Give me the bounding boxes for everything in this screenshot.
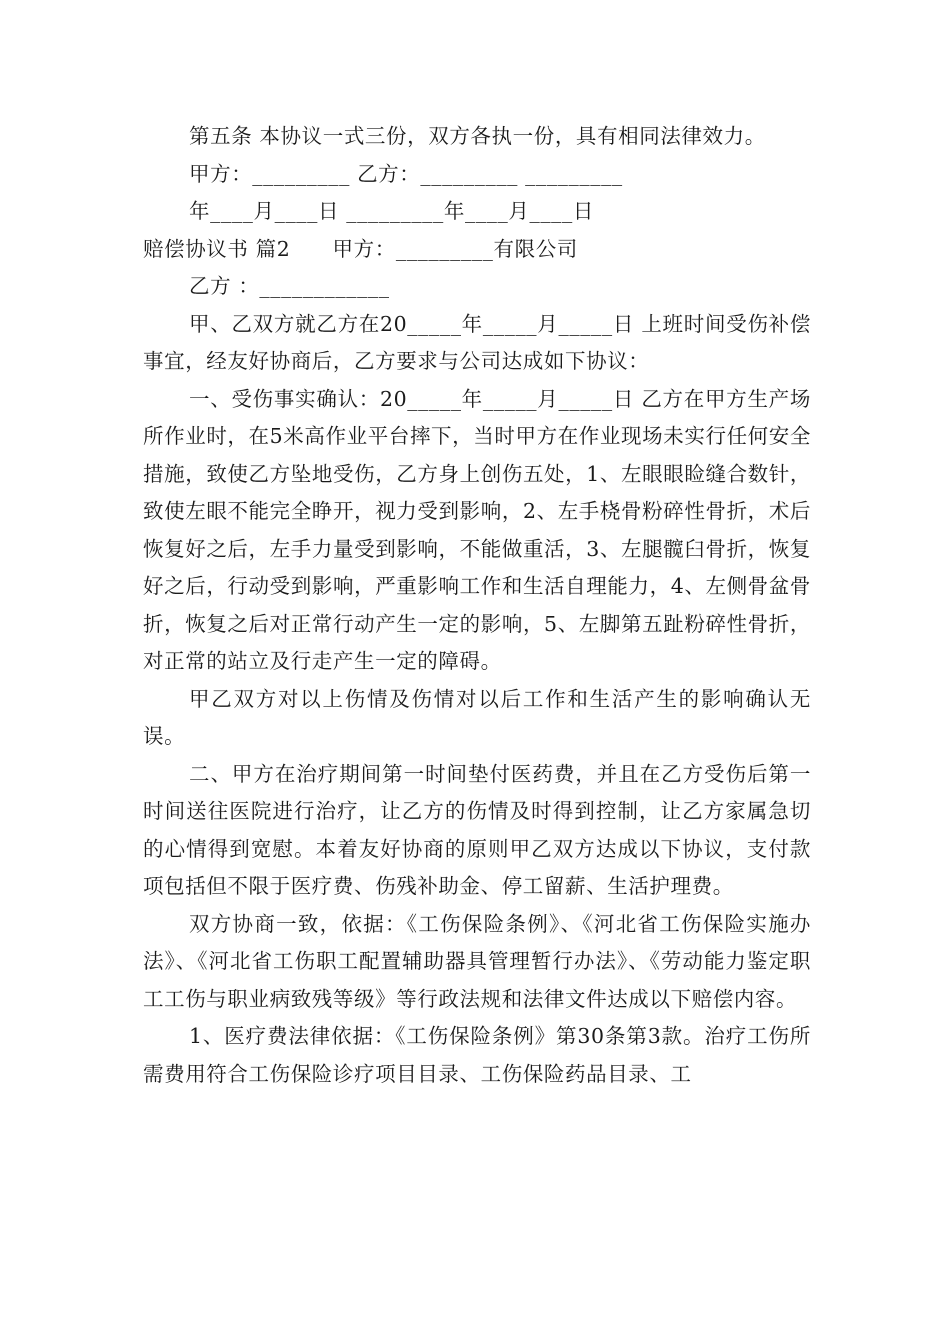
- treatment-paragraph: 二、甲方在治疗期间第一时间垫付医药费，并且在乙方受伤后第一时间送往医院进行治疗，让乙方的伤情及时得到控制，让乙方家属急切的心情得到宽慰。本着友好协商的原则甲乙双方达成以下协议，支付款项包括但不限于医疗费、伤残补助金、停工留薪、生活护理费。: [143, 761, 811, 898]
- medical-fee-paragraph: 1、医疗费法律依据：《工伤保险条例》第30条第3款。治疗工伤所需费用符合工伤保险诊疗项目目录、工伤保险药品目录、工: [143, 1024, 811, 1086]
- injury-facts-paragraph: 一、受伤事实确认：20_____年_____月_____日 乙方在甲方生产场所作业时，在5米高作业平台摔下，当时甲方在作业现场未实行任何安全措施，致使乙方坠地受伤，乙方身上创伤五处，1、左眼眼睑缝合数针，致使左眼不能完全睁开，视力受到影响，2、左手桡骨粉碎性骨折，术后恢复好之后，左手力量受到影响，不能做重活，3、左腿髋臼骨折，恢复好之后，行动受到影响，严重影响工作和生活自理能力，4、左侧骨盆骨折，恢复之后对正常行动产生一定的影响，5、左脚第五趾粉碎性骨折，对正常的站立及行走产生一定的障碍。: [143, 386, 811, 673]
- confirmation-paragraph: 甲乙双方对以上伤情及伤情对以后工作和生活产生的影响确认无误。: [143, 686, 811, 748]
- document-body: [143, 118, 811, 1093]
- party-b-line: 乙方 ：____________: [189, 274, 390, 298]
- agreement-title-party-a: 赔偿协议书 篇2 甲方：_________有限公司: [143, 236, 578, 261]
- signature-date-line: 年____月____日 _________年____月____日: [189, 199, 594, 223]
- legal-basis-paragraph: 双方协商一致，依据：《工伤保险条例》、《河北省工伤保险实施办法》、《河北省工伤职工配置辅助器具管理暂行办法》、《劳动能力鉴定职工工伤与职业病致残等级》等行政法规和法律文件达成以下赔偿内容。: [143, 911, 811, 1011]
- intro-paragraph: 甲、乙双方就乙方在20_____年_____月_____日 上班时间受伤补偿事宜，经友好协商后，乙方要求与公司达成如下协议：: [143, 311, 811, 373]
- signature-parties-line: 甲方：_________ 乙方：_________ _________: [189, 161, 623, 186]
- clause-five: 第五条 本协议一式三份，双方各执一份，具有相同法律效力。: [189, 124, 766, 148]
